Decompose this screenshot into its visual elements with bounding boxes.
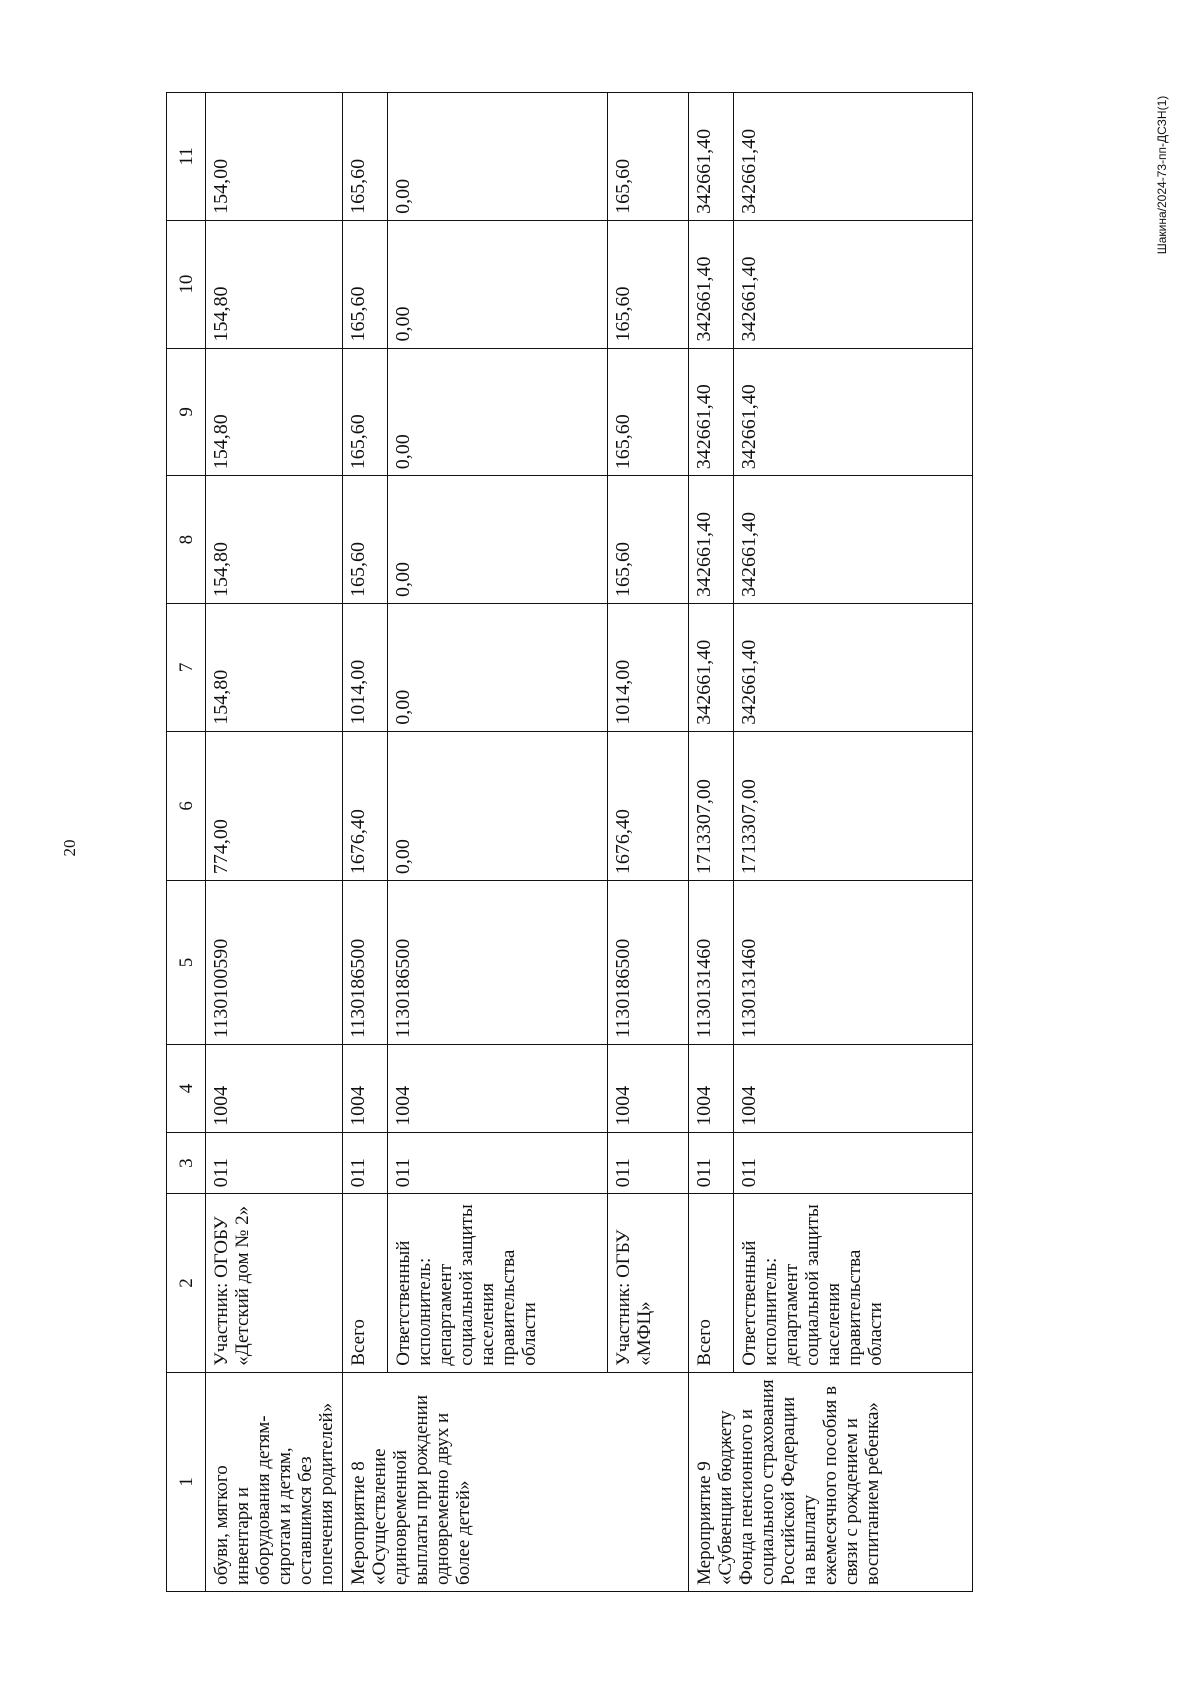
year-amount-cell: 0,00 [388, 220, 608, 348]
year-amount-cell: 342661,40 [689, 476, 734, 604]
col-header: 4 [167, 1044, 206, 1132]
table-row [388, 93, 608, 1592]
participant-cell: Ответственный исполнитель: департамент социальной защиты населения правительства области [388, 1194, 608, 1372]
col-header: 9 [167, 348, 206, 476]
section-code-cell: 1004 [343, 1044, 388, 1132]
section-code-cell: 1004 [206, 1044, 343, 1132]
table-row [734, 93, 973, 1592]
col-header: 10 [167, 220, 206, 348]
year-amount-cell: 342661,40 [734, 603, 973, 731]
gr-code-cell: 011 [206, 1132, 343, 1193]
year-amount-cell: 154,80 [206, 348, 343, 476]
participant-cell: Участник: ОГОБУ «Детский дом № 2» [206, 1194, 343, 1372]
year-amount-cell: 0,00 [388, 93, 608, 221]
page-number: 20 [60, 839, 79, 857]
total-amount-cell: 1676,40 [608, 731, 689, 880]
table-row [206, 93, 343, 1592]
gr-code-cell: 011 [734, 1132, 973, 1193]
year-amount-cell: 165,60 [343, 348, 388, 476]
year-amount-cell: 0,00 [388, 603, 608, 731]
section-code-cell: 1004 [608, 1044, 689, 1132]
total-amount-cell: 774,00 [206, 731, 343, 880]
year-amount-cell: 0,00 [388, 348, 608, 476]
year-amount-cell: 165,60 [608, 93, 689, 221]
participant-cell: Участник: ОГБУ «МФЦ» [608, 1194, 689, 1372]
section-code-cell: 1004 [689, 1044, 734, 1132]
target-article-cell: 1130186500 [343, 881, 388, 1045]
participant-cell: Всего [689, 1194, 734, 1372]
year-amount-cell: 342661,40 [689, 93, 734, 221]
year-amount-cell: 0,00 [388, 476, 608, 604]
col-header: 3 [167, 1132, 206, 1193]
year-amount-cell: 165,60 [343, 93, 388, 221]
year-amount-cell: 342661,40 [734, 93, 973, 221]
gr-code-cell: 011 [608, 1132, 689, 1193]
year-amount-cell: 342661,40 [689, 220, 734, 348]
event-name-cell: Мероприятие 9 «Субвенции бюджету Фонда пенсионного и социального страхования Российской Федерации на выплату ежемесячного пособия в связи с рождением и воспитанием ребенка» [689, 1372, 973, 1591]
target-article-cell: 1130131460 [734, 881, 973, 1045]
budget-table-rotated [166, 92, 931, 1592]
year-amount-cell: 342661,40 [689, 348, 734, 476]
section-code-cell: 1004 [388, 1044, 608, 1132]
event-name-cell: Мероприятие 8 «Осуществление единовременной выплаты при рождении одновременно двух и более детей» [343, 1372, 689, 1591]
gr-code-cell: 011 [689, 1132, 734, 1193]
col-header: 2 [167, 1194, 206, 1372]
total-amount-cell: 1676,40 [343, 731, 388, 880]
target-article-cell: 1130131460 [689, 881, 734, 1045]
table-row [689, 93, 734, 1592]
participant-cell: Всего [343, 1194, 388, 1372]
table-row [608, 93, 689, 1592]
year-amount-cell: 342661,40 [734, 220, 973, 348]
gr-code-cell: 011 [343, 1132, 388, 1193]
budget-table [166, 92, 973, 1592]
total-amount-cell: 1713307,00 [734, 731, 973, 880]
col-header: 11 [167, 93, 206, 221]
year-amount-cell: 165,60 [608, 348, 689, 476]
target-article-cell: 1130100590 [206, 881, 343, 1045]
total-amount-cell: 0,00 [388, 731, 608, 880]
participant-cell: Ответственный исполнитель: департамент социальной защиты населения правительства области [734, 1194, 973, 1372]
gr-code-cell: 011 [388, 1132, 608, 1193]
target-article-cell: 1130186500 [608, 881, 689, 1045]
year-amount-cell: 1014,00 [343, 603, 388, 731]
year-amount-cell: 342661,40 [689, 603, 734, 731]
section-code-cell: 1004 [734, 1044, 973, 1132]
col-header: 6 [167, 731, 206, 880]
year-amount-cell: 165,60 [343, 220, 388, 348]
header-row [167, 93, 206, 1592]
target-article-cell: 1130186500 [388, 881, 608, 1045]
year-amount-cell: 165,60 [608, 476, 689, 604]
total-amount-cell: 1713307,00 [689, 731, 734, 880]
year-amount-cell: 1014,00 [608, 603, 689, 731]
col-header: 7 [167, 603, 206, 731]
year-amount-cell: 165,60 [343, 476, 388, 604]
col-header: 8 [167, 476, 206, 604]
year-amount-cell: 154,80 [206, 476, 343, 604]
year-amount-cell: 154,80 [206, 220, 343, 348]
document-id: Шакина/2024-73-пп-ДСЗН(1) [1155, 95, 1169, 255]
table-row [343, 93, 388, 1592]
year-amount-cell: 342661,40 [734, 348, 973, 476]
year-amount-cell: 154,00 [206, 93, 343, 221]
col-header: 1 [167, 1372, 206, 1591]
year-amount-cell: 342661,40 [734, 476, 973, 604]
year-amount-cell: 154,80 [206, 603, 343, 731]
col-header: 5 [167, 881, 206, 1045]
event-name-cell: обуви, мягкого инвентаря и оборудования детям-сиротам и детям, оставшимся без попечения родителей» [206, 1372, 343, 1591]
year-amount-cell: 165,60 [608, 220, 689, 348]
